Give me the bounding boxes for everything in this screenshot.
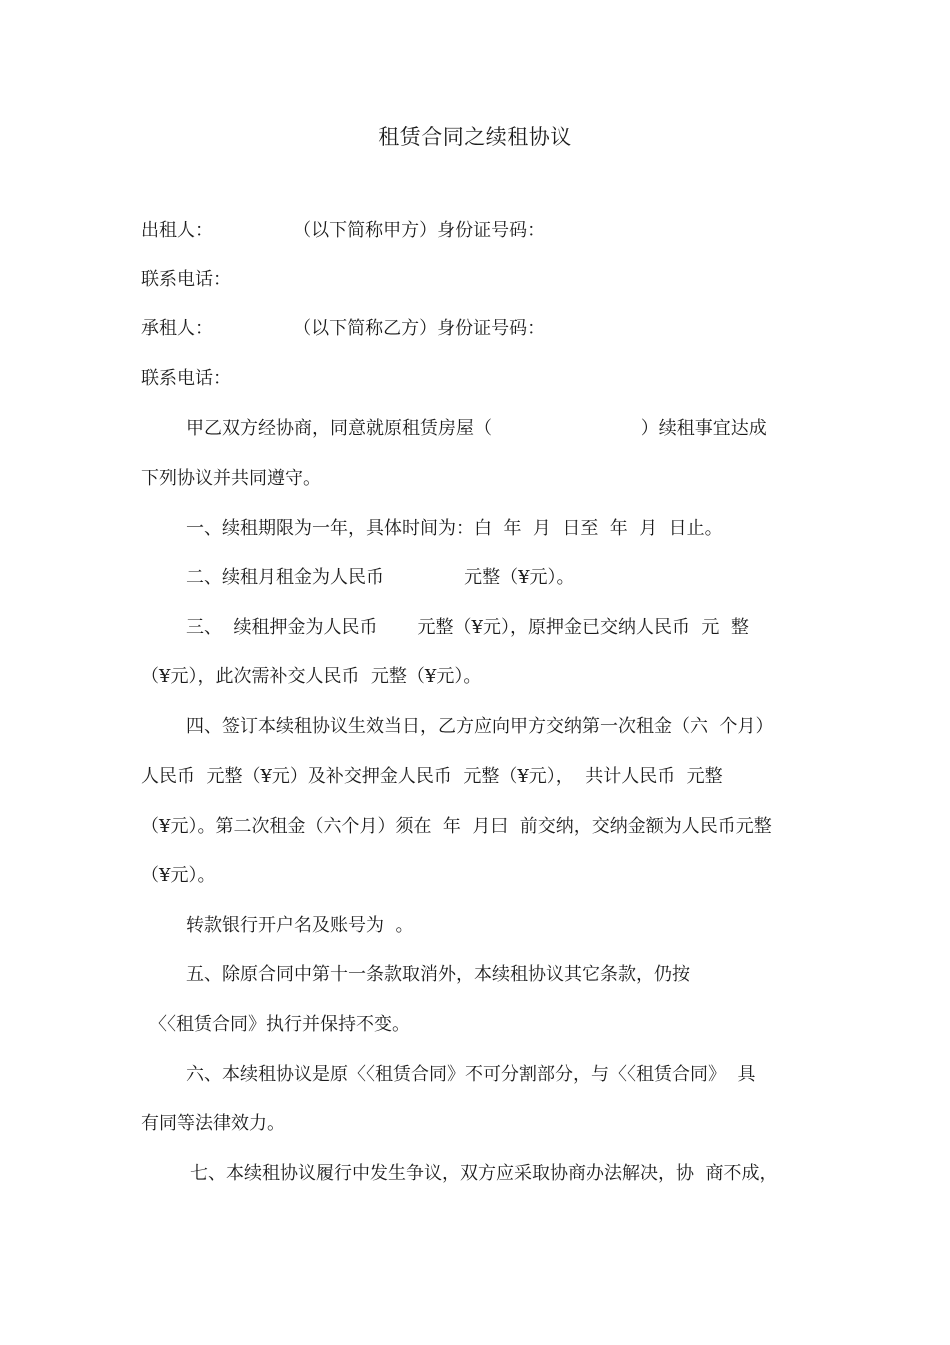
lessee-phone-line: 联系电话：	[141, 368, 231, 389]
document-title: 租赁合同之续租协议	[378, 125, 572, 149]
intro-line-1: 甲乙双方经协商，同意就原租赁房屋（ ）续租事宜达成	[186, 418, 767, 439]
lessee-line: 承租人： （以下简称乙方）身份证号码：	[141, 318, 546, 339]
clause-2: 二、续租月租金为人民币 元整（¥元）。	[186, 567, 575, 588]
lessor-line: 出租人： （以下简称甲方）身份证号码：	[141, 220, 546, 241]
clause-3-line-2: （¥元），此次需补交人民币 元整（¥元）。	[141, 666, 482, 687]
clause-7-line-1: 七、本续租协议履行中发生争议，双方应采取协商办法解决，协 商不成，	[190, 1163, 778, 1184]
clause-1: 一、续租期限为一年，具体时间为：白 年 月 日至 年 月 日止。	[186, 518, 723, 539]
intro-line-2: 下列协议并共同遵守。	[141, 468, 321, 489]
clause-4-line-4: （¥元）。	[141, 865, 216, 886]
clause-4-line-1: 四、签订本续租协议生效当日，乙方应向甲方交纳第一次租金（六 个月）	[186, 716, 774, 737]
bank-info-line: 转款银行开户名及账号为 。	[186, 915, 414, 936]
clause-6-line-1: 六、本续租协议是原〈〈租赁合同》不可分割部分，与〈〈租赁合同》 具	[186, 1064, 756, 1085]
clause-6-line-2: 有同等法律效力。	[141, 1113, 285, 1134]
clause-4-line-3: （¥元）。第二次租金（六个月）须在 年 月曰 前交纳，交纳金额为人民币元整	[141, 816, 772, 837]
lessor-phone-line: 联系电话：	[141, 269, 231, 290]
clause-5-line-1: 五、除原合同中第十一条款取消外，本续租协议其它条款，仍按	[186, 964, 690, 985]
clause-4-line-2: 人民币 元整（¥元）及补交押金人民币 元整（¥元）， 共计人民币 元整	[141, 766, 723, 787]
clause-5-line-2: 〈〈租赁合同》执行并保持不变。	[149, 1014, 410, 1035]
clause-3-line-1: 三、 续租押金为人民币 元整（¥元），原押金已交纳人民币 元 整	[186, 617, 749, 638]
